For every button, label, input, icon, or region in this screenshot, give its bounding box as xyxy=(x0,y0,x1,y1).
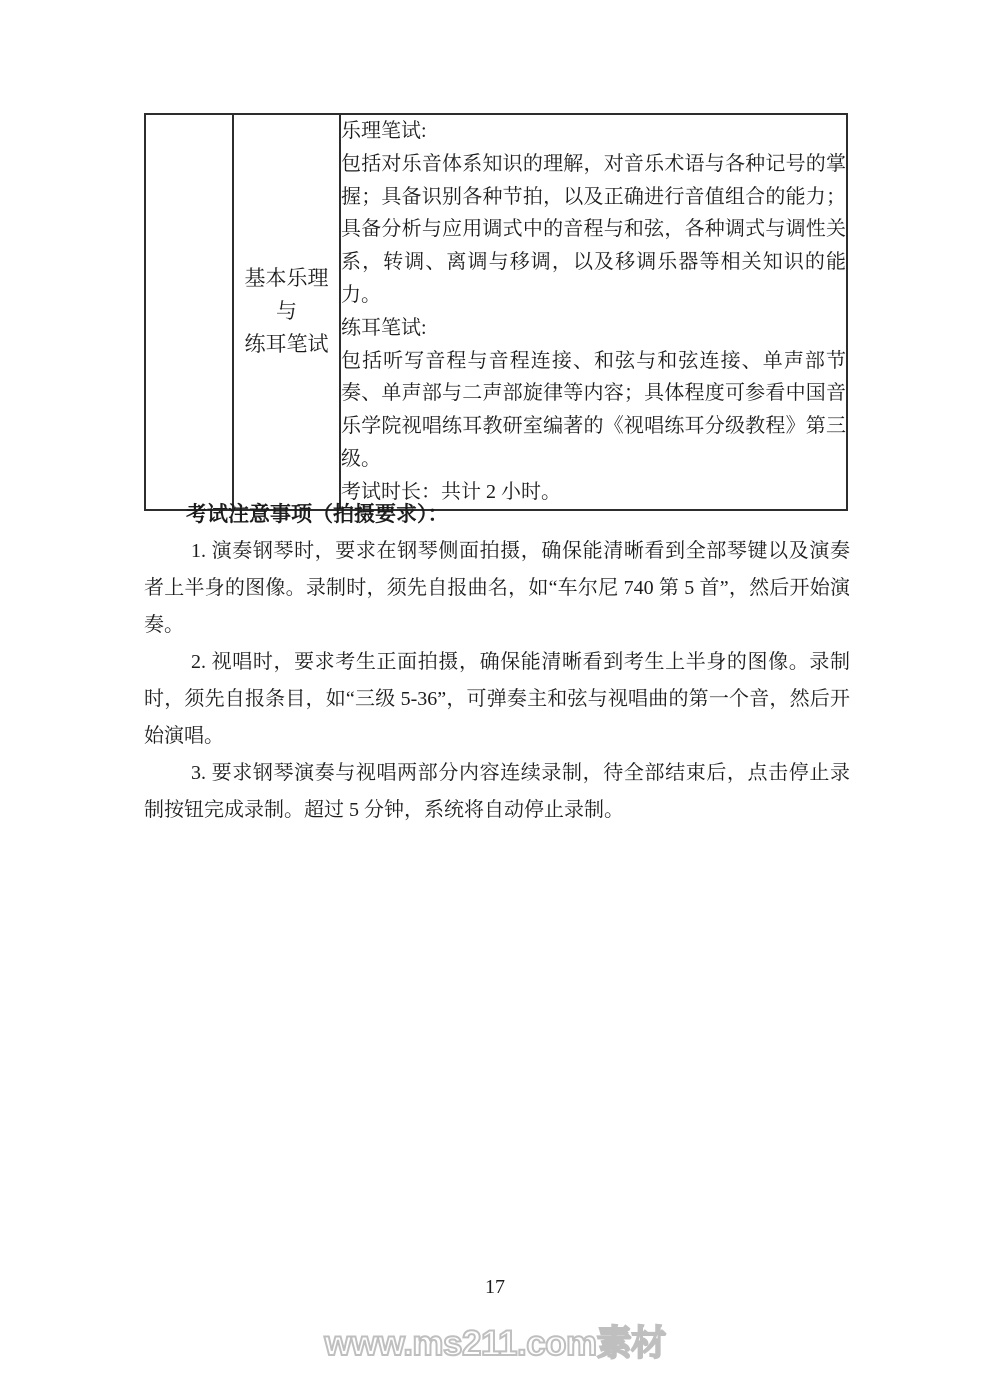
table-cell-description xyxy=(340,114,847,510)
page-number: 17 xyxy=(485,1276,505,1298)
ear-training-paragraph: 包括听写音程与音程连接、和弦与和弦连接、单声部节奏、单声部与二声部旋律等内容；具体程度可参看中国音乐学院视唱练耳教研室编著的《视唱练耳分级教程》第三级。 xyxy=(341,349,846,470)
ear-training-label: 练耳笔试: xyxy=(341,316,427,339)
subject-line-2: 与 xyxy=(276,299,297,324)
exam-duration-line: 考试时长：共计 2 小时。 xyxy=(341,480,561,503)
table-row xyxy=(145,114,847,510)
theory-written-label: 乐理笔试: xyxy=(341,120,427,142)
note-paragraph-1: 1. 演奏钢琴时，要求在钢琴侧面拍摄，确保能清晰看到全部琴键以及演奏者上半身的图像。录制时，须先自报曲名，如“车尔尼 740 第 5 首”，然后开始演奏。 xyxy=(144,540,850,636)
exam-subject-table xyxy=(144,113,848,511)
theory-written-paragraph: 包括对乐音体系知识的理解，对音乐术语与各种记号的掌握；具备识别各种节拍，以及正确进行音值组合的能力；具备分析与应用调式中的音程与和弦，各种调式与调性关系，转调、离调与移调，以及移调乐器等相关知识的能力。 xyxy=(341,152,846,306)
notes-heading: 考试注意事项（拍摄要求）： xyxy=(186,502,449,526)
note-paragraph-2: 2. 视唱时，要求考生正面拍摄，确保能清晰看到考生上半身的图像。录制时，须先自报条目，如“三级 5-36”，可弹奏主和弦与视唱曲的第一个音，然后开始演唱。 xyxy=(144,651,850,747)
watermark: www.ms211.com素材 xyxy=(324,1324,666,1363)
table-cell-blank xyxy=(145,114,233,510)
subject-line-3: 练耳笔试 xyxy=(244,332,329,357)
subject-line-1: 基本乐理 xyxy=(244,266,329,291)
notes-section xyxy=(144,496,850,829)
table-cell-subject xyxy=(233,114,340,510)
note-paragraph-3: 3. 要求钢琴演奏与视唱两部分内容连续录制，待全部结束后，点击停止录制按钮完成录制。超过 5 分钟，系统将自动停止录制。 xyxy=(144,762,850,821)
